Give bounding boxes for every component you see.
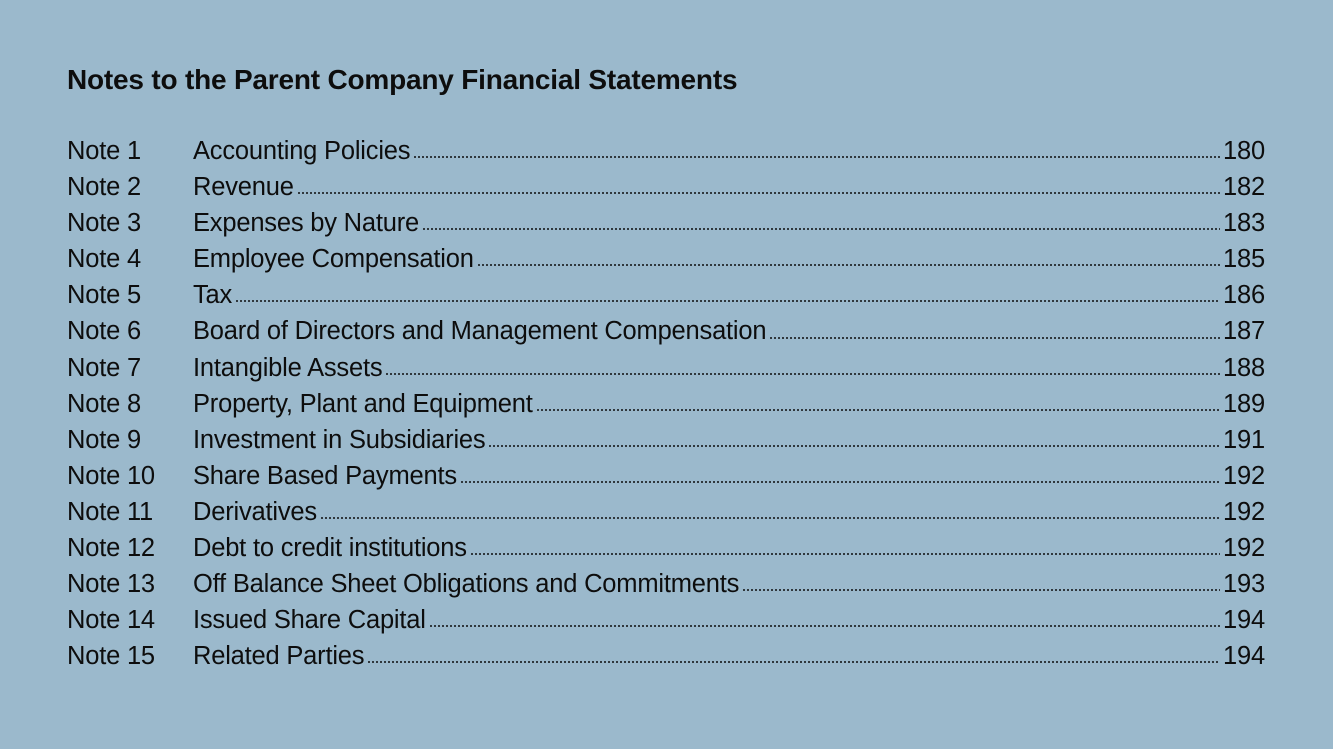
note-title: Related Parties [193, 642, 365, 671]
dot-leader [742, 589, 1220, 591]
page-number: 183 [1223, 209, 1265, 238]
note-title: Expenses by Nature [193, 209, 420, 238]
toc-entry[interactable] [67, 494, 1265, 530]
dot-leader [477, 264, 1220, 266]
note-title: Board of Directors and Management Compensation [193, 317, 767, 346]
note-title: Tax [193, 281, 233, 310]
note-title: Debt to credit institutions [193, 534, 467, 563]
note-label: Note 8 [67, 389, 141, 418]
dot-leader [320, 517, 1220, 519]
toc-entry[interactable] [67, 313, 1265, 349]
note-label: Note 2 [67, 173, 141, 202]
toc-entry[interactable] [67, 422, 1265, 458]
page-number: 192 [1223, 534, 1265, 563]
page-number: 180 [1223, 137, 1265, 165]
dot-leader [367, 661, 1220, 663]
dot-leader [536, 409, 1220, 411]
dot-leader [460, 481, 1220, 483]
dot-leader [297, 192, 1220, 194]
note-title: Employee Compensation [193, 245, 474, 274]
page-number: 192 [1223, 461, 1265, 490]
note-label: Note 14 [67, 606, 155, 635]
toc-entry[interactable] [67, 566, 1265, 602]
page-number: 182 [1223, 173, 1265, 202]
page-number: 194 [1223, 642, 1265, 671]
toc-page [67, 60, 1265, 674]
dot-leader [429, 625, 1220, 627]
toc-entry[interactable] [67, 350, 1265, 386]
note-title: Intangible Assets [193, 353, 383, 382]
page-title: Notes to the Parent Company Financial Statements [67, 64, 738, 95]
dot-leader [385, 373, 1220, 375]
page-number: 185 [1223, 245, 1265, 274]
toc-entry[interactable] [67, 205, 1265, 241]
dot-leader [488, 445, 1220, 447]
note-label: Note 13 [67, 570, 155, 599]
note-title: Off Balance Sheet Obligations and Commitments [193, 570, 740, 599]
note-label: Note 11 [67, 497, 154, 526]
page-number: 192 [1223, 497, 1265, 526]
page-number: 188 [1223, 353, 1265, 382]
toc-entry[interactable] [67, 530, 1265, 566]
dot-leader [769, 337, 1220, 339]
note-title: Share Based Payments [193, 461, 457, 490]
note-label: Note 5 [67, 281, 141, 310]
note-label: Note 7 [67, 353, 141, 382]
note-label: Note 10 [67, 461, 155, 490]
note-title: Investment in Subsidiaries [193, 425, 486, 454]
dot-leader [413, 156, 1220, 158]
note-title: Derivatives [193, 497, 317, 526]
dot-leader [470, 553, 1220, 555]
toc-entry[interactable] [67, 386, 1265, 422]
toc-entry[interactable] [67, 133, 1265, 169]
page-number: 193 [1223, 570, 1265, 599]
toc-entry[interactable] [67, 241, 1265, 277]
note-label: Note 1 [67, 137, 141, 165]
page-number: 186 [1223, 281, 1265, 310]
page-number: 194 [1223, 606, 1265, 635]
page-number: 189 [1223, 389, 1265, 418]
note-title: Issued Share Capital [193, 606, 426, 635]
note-title: Property, Plant and Equipment [193, 389, 533, 418]
toc-entry[interactable] [67, 602, 1265, 638]
toc-list [67, 133, 1265, 674]
toc-entry[interactable] [67, 638, 1265, 674]
note-title: Accounting Policies [193, 137, 411, 165]
dot-leader [235, 300, 1220, 302]
page-number: 187 [1223, 317, 1265, 346]
note-label: Note 4 [67, 245, 141, 274]
toc-entry[interactable] [67, 277, 1265, 313]
toc-entry[interactable] [67, 458, 1265, 494]
page-number: 191 [1223, 425, 1265, 454]
note-title: Revenue [193, 173, 294, 202]
note-label: Note 12 [67, 534, 155, 563]
note-label: Note 9 [67, 425, 141, 454]
note-label: Note 3 [67, 209, 141, 238]
note-label: Note 15 [67, 642, 155, 671]
toc-entry[interactable] [67, 169, 1265, 205]
dot-leader [422, 228, 1220, 230]
note-label: Note 6 [67, 317, 141, 346]
